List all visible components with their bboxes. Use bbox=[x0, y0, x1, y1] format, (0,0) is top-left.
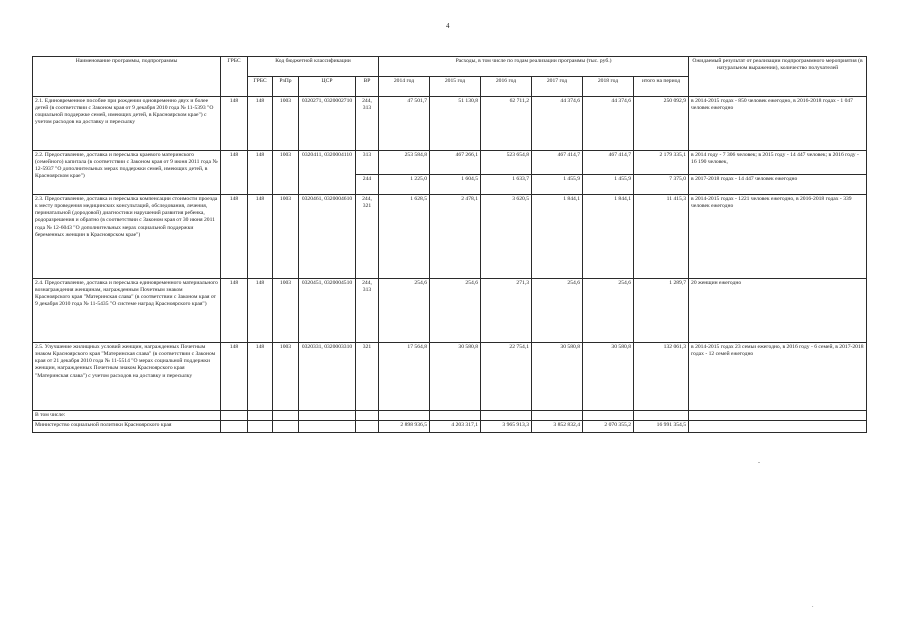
cell-total: 250 092,9 bbox=[634, 97, 689, 151]
cell-value: 3 852 832,4 bbox=[532, 421, 583, 433]
table-row bbox=[33, 279, 867, 343]
cell-value: 254,6 bbox=[583, 279, 634, 343]
cell-rzpr: 1003 bbox=[273, 343, 299, 411]
cell-grbs-code: 148 bbox=[248, 279, 273, 343]
cell-vr: 321 bbox=[356, 343, 379, 411]
header-year-total: итого на период bbox=[634, 77, 689, 97]
header-sub-rzpr: РзПр bbox=[273, 77, 299, 97]
cell-rzpr: 1003 bbox=[273, 97, 299, 151]
cell-rzpr: 1003 bbox=[273, 151, 299, 195]
cell-value: 62 711,2 bbox=[481, 97, 532, 151]
cell-grbs-code: 148 bbox=[248, 151, 273, 195]
cell-grbs: 148 bbox=[221, 343, 248, 411]
cell-csr: 0320411, 0320004110 bbox=[299, 151, 356, 195]
total-label-row bbox=[33, 411, 867, 421]
header-budget-code: Код бюджетной классификации bbox=[248, 57, 379, 77]
cell-result: в 2014-2015 годах 23 семьи ежегодно, в 2016 году - 6 семей, в 2017-2018 годах - 12 семей ежегодно bbox=[689, 343, 867, 411]
cell-value: 254,6 bbox=[379, 279, 430, 343]
cell-value: 253 584,8 bbox=[379, 151, 430, 175]
cell-value: 1 455,9 bbox=[583, 175, 634, 195]
row-name: 2.3. Предоставление, доставка и пересылка компенсации стоимости проезда к месту проведения медицинских консультаций, обследования, лечения, перинатальной (дородовой) диагностики нарушений развития ребенка, родоразрешения и обратно (в соответствии с Законом края от 30 июня 2011 года № 12-6043 "О дополнительных мерах социальной поддержки беременных женщин в Красноярском крае") bbox=[33, 195, 221, 279]
cell-value: 47 501,7 bbox=[379, 97, 430, 151]
cell-value: 271,3 bbox=[481, 279, 532, 343]
cell-vr: 244 bbox=[356, 175, 379, 195]
table-row bbox=[33, 151, 867, 175]
cell-value: 51 130,8 bbox=[430, 97, 481, 151]
cell-result: в 2014-2015 годах - 1221 человек ежегодно, в 2016-2018 годах - 339 человек ежегодно bbox=[689, 195, 867, 279]
cell-csr: 0320271, 0320002710 bbox=[299, 97, 356, 151]
cell-total: 16 991 354,5 bbox=[634, 421, 689, 433]
header-sub-vr: ВР bbox=[356, 77, 379, 97]
cell-value: 30 580,8 bbox=[430, 343, 481, 411]
cell-vr: 244, 313 bbox=[356, 97, 379, 151]
header-grbs: ГРБС bbox=[221, 57, 248, 97]
cell-rzpr: 1003 bbox=[273, 195, 299, 279]
row-name: 2.2. Предоставление, доставка и пересылка краевого материнского (семейного) капитала (в соответствии с Законом края от 9 июня 2011 года № 12-5937 "О дополнительных мерах поддержки семей, имеющих детей, в Красноярском крае") bbox=[33, 151, 221, 195]
cell-value: 1 844,1 bbox=[583, 195, 634, 279]
cell-csr: 0320461, 0320004610 bbox=[299, 195, 356, 279]
cell-value: 2 478,1 bbox=[430, 195, 481, 279]
cell-value: 3 620,5 bbox=[481, 195, 532, 279]
cell-total: 11 415,3 bbox=[634, 195, 689, 279]
cell-value: 1 628,5 bbox=[379, 195, 430, 279]
cell-total: 1 289,7 bbox=[634, 279, 689, 343]
cell-total: 2 179 335,1 bbox=[634, 151, 689, 175]
header-expenses: Расходы, в том числе по годам реализации программы (тыс. руб.) bbox=[379, 57, 689, 77]
cell-value: 1 844,1 bbox=[532, 195, 583, 279]
scan-speck: - bbox=[758, 460, 760, 466]
cell-value: 523 654,8 bbox=[481, 151, 532, 175]
cell-value: 467 266,1 bbox=[430, 151, 481, 175]
table-row bbox=[33, 97, 867, 151]
cell-value: 1 225,0 bbox=[379, 175, 430, 195]
cell-value: 4 203 317,1 bbox=[430, 421, 481, 433]
cell-value: 22 754,1 bbox=[481, 343, 532, 411]
cell-grbs: 148 bbox=[221, 151, 248, 195]
row-name: 2.1. Единовременное пособие при рождении одновременно двух и более детей (в соответствии с Законом края от 9 декабря 2010 года № 11-5393 "О социальной поддержке семей, имеющих детей, в Красноярском крае") с учетом расходов на доставку и пересылку bbox=[33, 97, 221, 151]
row-name: 2.4. Предоставление, доставка и пересылка единовременного материального вознаграждения женщинам, награжденным Почетным знаком Красноярского края "Материнская слава" (в соответствии с Законом края от 9 декабря 2010 года № 11-5435 "О системе наград Красноярского края") bbox=[33, 279, 221, 343]
page-number: 4 bbox=[446, 22, 450, 30]
cell-vr: 313 bbox=[356, 151, 379, 175]
header-year: 2014 год bbox=[379, 77, 430, 97]
cell-grbs-code: 148 bbox=[248, 97, 273, 151]
cell-value: 2 898 936,5 bbox=[379, 421, 430, 433]
cell-csr: 0320451, 0320004510 bbox=[299, 279, 356, 343]
ministry-name: Министерство социальной политики Красноярского края bbox=[33, 421, 221, 433]
cell-value: 3 965 913,3 bbox=[481, 421, 532, 433]
cell-total: 132 061,3 bbox=[634, 343, 689, 411]
scan-speck: . bbox=[812, 603, 814, 609]
cell-value: 17 564,8 bbox=[379, 343, 430, 411]
cell-grbs: 148 bbox=[221, 195, 248, 279]
cell-result: в 2017-2018 годах - 14 447 человек ежегодно bbox=[689, 175, 867, 195]
cell-value: 467 414,7 bbox=[532, 151, 583, 175]
cell-value: 44 374,6 bbox=[583, 97, 634, 151]
table-row bbox=[33, 195, 867, 279]
cell-vr: 244, 321 bbox=[356, 195, 379, 279]
ministry-row bbox=[33, 421, 867, 433]
cell-value: 2 070 355,2 bbox=[583, 421, 634, 433]
cell-grbs: 148 bbox=[221, 279, 248, 343]
cell-grbs-code: 148 bbox=[248, 195, 273, 279]
header-sub-grbs: ГРБС bbox=[248, 77, 273, 97]
total-label: В том числе: bbox=[33, 411, 221, 421]
cell-result: в 2014 году - 7 306 человек; в 2015 году - 14 447 человек; в 2016 году - 16 190 человек, bbox=[689, 151, 867, 175]
cell-result: в 2014-2015 годах - 850 человек ежегодно, в 2016-2018 годах - 1 047 человек ежегодно bbox=[689, 97, 867, 151]
header-name: Наименование программы, подпрограммы bbox=[33, 57, 221, 97]
cell-grbs: 148 bbox=[221, 97, 248, 151]
header-row-1 bbox=[33, 57, 867, 77]
cell-value: 254,6 bbox=[430, 279, 481, 343]
header-year: 2016 год bbox=[481, 77, 532, 97]
cell-value: 30 580,8 bbox=[532, 343, 583, 411]
program-table bbox=[32, 56, 867, 433]
header-year: 2018 год bbox=[583, 77, 634, 97]
header-sub-csr: ЦСР bbox=[299, 77, 356, 97]
cell-value: 30 580,8 bbox=[583, 343, 634, 411]
cell-value: 44 374,6 bbox=[532, 97, 583, 151]
header-result: Ожидаемый результат от реализации подпрограммного мероприятия (в натуральном выражении), количество получателей bbox=[689, 57, 867, 97]
cell-value: 467 414,7 bbox=[583, 151, 634, 175]
cell-value: 1 455,9 bbox=[532, 175, 583, 195]
cell-csr: 0320331, 0320003310 bbox=[299, 343, 356, 411]
cell-grbs-code: 148 bbox=[248, 343, 273, 411]
cell-value: 1 604,5 bbox=[430, 175, 481, 195]
cell-result: 20 женщин ежегодно bbox=[689, 279, 867, 343]
header-year: 2015 год bbox=[430, 77, 481, 97]
row-name: 2.5. Улучшение жилищных условий женщин, награжденных Почетным знаком Красноярского края "Материнская слава" (в соответствии с Законом края от 21 декабря 2010 года № 11-5514 "О мерах социальной поддержки женщин, награжденных Почетным знаком Красноярского края "Материнская слава") с учетом расходов на доставку и пересылку bbox=[33, 343, 221, 411]
cell-total: 7 375,0 bbox=[634, 175, 689, 195]
cell-value: 254,6 bbox=[532, 279, 583, 343]
cell-rzpr: 1003 bbox=[273, 279, 299, 343]
header-year: 2017 год bbox=[532, 77, 583, 97]
table-row bbox=[33, 343, 867, 411]
cell-vr: 244, 313 bbox=[356, 279, 379, 343]
cell-value: 1 633,7 bbox=[481, 175, 532, 195]
